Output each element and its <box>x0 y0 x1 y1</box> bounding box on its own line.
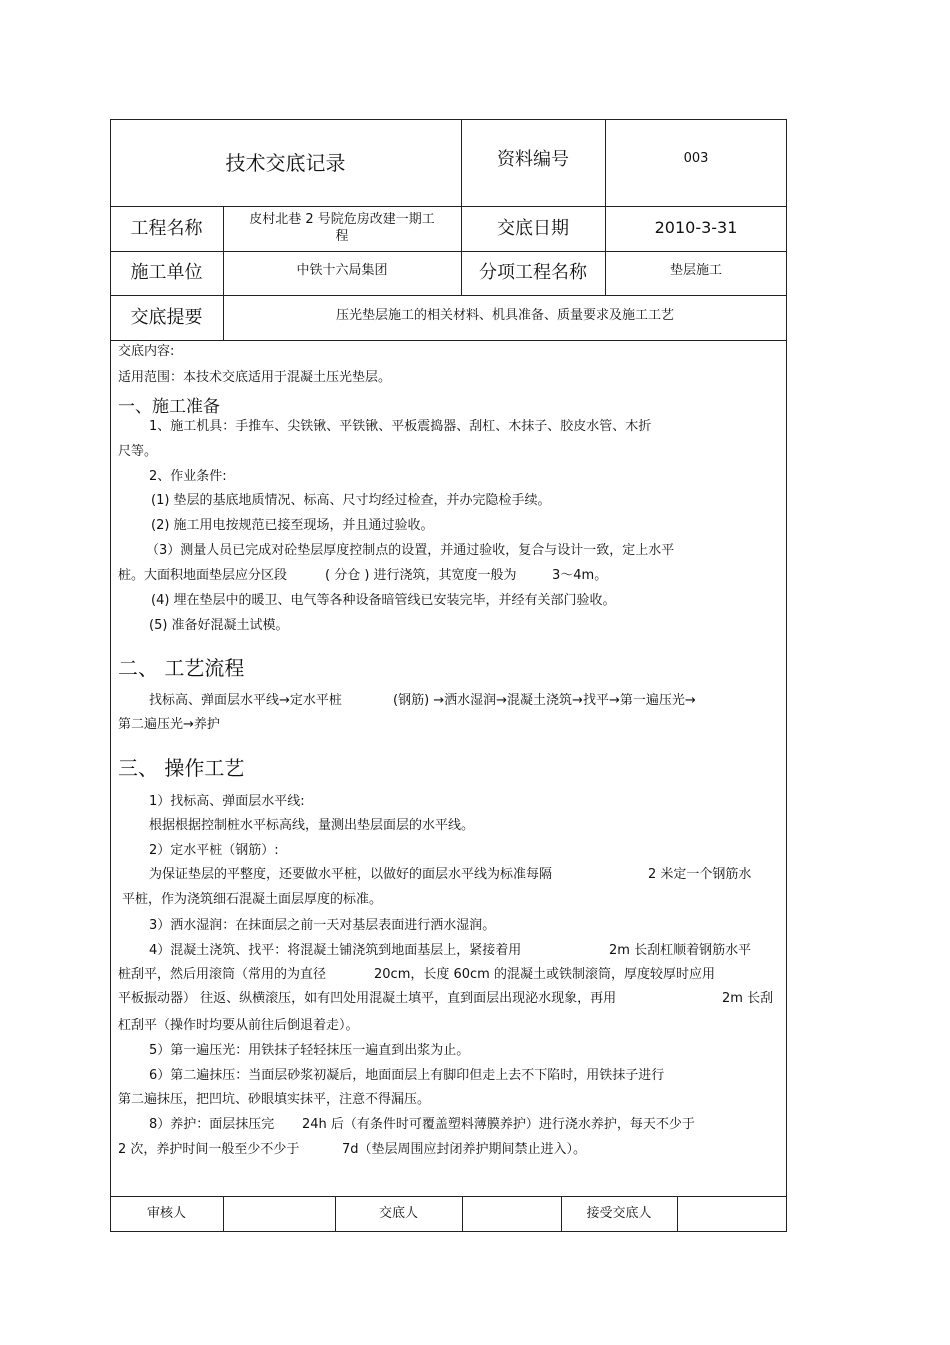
content-line: 5）第一遍压光：用铁抹子轻轻抹压一遍直到出浆为止。 <box>149 1043 470 1058</box>
divider <box>110 340 787 341</box>
content-line: 桩刮平，然后用滚筒（常用的为直径 <box>118 967 327 982</box>
content-line: 平板振动器） 往返、纵横滚压，如有凹处用混凝土填平，直到面层出现泌水现象，再用 <box>118 991 617 1006</box>
sub-project-label: 分项工程名称 <box>479 262 587 284</box>
content-line: 7d（垫层周围应封闭养护期间禁止进入）。 <box>342 1142 587 1157</box>
content-line: 找标高、弹面层水平线→定水平桩 <box>149 693 342 708</box>
doc-no-value: 003 <box>683 150 709 166</box>
doc-no-label: 资料编号 <box>497 149 569 171</box>
content-line: 2 次，养护时间一般至少不少于 <box>118 1142 300 1157</box>
reviewer-signature-field[interactable] <box>223 1196 335 1232</box>
content-line: 第二遍抹压，把凹坑、砂眼填实抹平，注意不得漏压。 <box>118 1092 431 1107</box>
content-line: 2、作业条件: <box>149 469 227 484</box>
reviewer-label: 审核人 <box>146 1205 186 1221</box>
content-line: 桩。大面积地面垫层应分区段 <box>118 568 288 583</box>
section-heading-2: 二、 工艺流程 <box>118 656 245 680</box>
content-line: 1）找标高、弹面层水平线: <box>149 794 305 809</box>
discloser-label: 交底人 <box>378 1205 418 1221</box>
sub-project-value: 垫层施工 <box>669 262 722 278</box>
content-heading: 交底内容: <box>118 344 175 359</box>
content-line: 2m 长刮杠顺着钢筋水平 <box>609 943 752 958</box>
content-line: 根据根据控制桩水平标高线，量测出垫层面层的水平线。 <box>149 818 475 833</box>
content-line: 2 米定一个钢筋水 <box>648 867 752 882</box>
content-line: 6）第二遍抹压：当面层砂浆初凝后，地面面层上有脚印但走上去不下陷时，用铁抹子进行 <box>149 1068 665 1083</box>
content-line: (4) 埋在垫层中的暖卫、电气等各种设备暗管线已安装完毕，并经有关部门验收。 <box>151 593 616 608</box>
content-line: 2m 长刮 <box>722 991 774 1006</box>
document-title: 技术交底记录 <box>225 150 346 175</box>
content-line: 3～4m。 <box>552 568 608 583</box>
content-line: (2) 施工用电按规范已接至现场，并且通过验收。 <box>151 518 434 533</box>
content-line: 尺等。 <box>118 444 158 459</box>
content-line: (5) 准备好混凝土试模。 <box>149 618 289 633</box>
receiver-label: 接受交底人 <box>586 1205 652 1221</box>
section-heading-3: 三、 操作工艺 <box>118 756 245 780</box>
scope-text: 适用范围：本技术交底适用于混凝土压光垫层。 <box>118 370 392 385</box>
content-line: 1、施工机具：手推车、尖铁锹、平铁锹、平板震捣器、刮杠、木抹子、胶皮水管、木折 <box>149 419 652 434</box>
content-line: (钢筋) →洒水湿润→混凝土浇筑→找平→第一遍压光→ <box>393 693 696 708</box>
content-line: （3）测量人员已完成对砼垫层厚度控制点的设置，并通过验收，复合与设计一致，定上水平 <box>146 543 675 558</box>
discloser-signature-field[interactable] <box>462 1196 561 1232</box>
summary-label: 交底提要 <box>130 306 203 328</box>
project-name-line2: 程 <box>335 228 349 244</box>
unit-label: 施工单位 <box>130 262 203 284</box>
content-line: 8）养护：面层抹压完 <box>149 1117 275 1132</box>
content-line: 平桩，作为浇筑细石混凝土面层厚度的标准。 <box>122 892 383 907</box>
content-line: 为保证垫层的平整度，还要做水平桩，以做好的面层水平线为标准每隔 <box>149 867 553 882</box>
content-line: 24h 后（有条件时可覆盖塑料薄膜养护）进行浇水养护，每天不少于 <box>302 1117 695 1132</box>
date-value: 2010-3-31 <box>654 218 738 238</box>
content-line: 20cm，长度 60cm 的混凝土或铁制滚筒，厚度较厚时应用 <box>374 967 715 982</box>
content-line: 2）定水平桩（钢筋）: <box>149 843 279 858</box>
unit-value: 中铁十六局集团 <box>296 262 388 278</box>
content-line: 4）混凝土浇筑、找平：将混凝土铺浇筑到地面基层上，紧接着用 <box>149 943 522 958</box>
section-heading-1: 一、施工准备 <box>118 397 220 417</box>
project-name-value <box>223 206 461 251</box>
content-line: 第二遍压光→养护 <box>118 717 220 732</box>
receiver-signature-field[interactable] <box>677 1196 787 1232</box>
content-line: 杠刮平（操作时均要从前往后倒退着走）。 <box>118 1018 359 1033</box>
date-label: 交底日期 <box>497 217 569 239</box>
project-name-label: 工程名称 <box>130 217 203 239</box>
project-name-line1: 皮村北巷 2 号院危房改建一期工 <box>249 211 435 227</box>
summary-value: 压光垫层施工的相关材料、机具准备、质量要求及施工工艺 <box>335 307 674 323</box>
content-line: (1) 垫层的基底地质情况、标高、尺寸均经过检查，并办完隐检手续。 <box>151 493 551 508</box>
content-line: ( 分仓 ) 进行浇筑，其宽度一般为 <box>325 568 517 583</box>
content-line: 3）洒水湿润：在抹面层之前一天对基层表面进行洒水湿润。 <box>149 918 496 933</box>
